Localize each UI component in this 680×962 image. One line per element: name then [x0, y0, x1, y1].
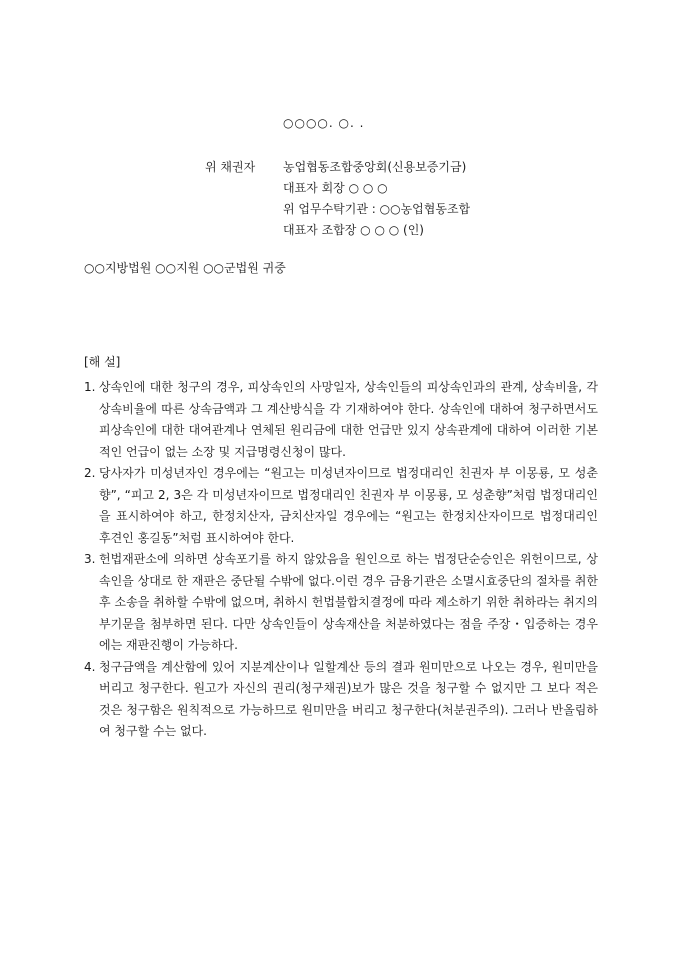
item-number: 4.	[84, 659, 96, 674]
item-number: 1.	[84, 380, 96, 394]
commentary-item	[84, 549, 598, 657]
creditor-label: 위 채권자	[205, 160, 256, 174]
court-addressee: ○○지방법원 ○○지원 ○○군법원 귀중	[84, 261, 286, 275]
item-text: 청구금액을 계산함에 있어 지분계산이나 일할계산 등의 결과 원미만으로 나오는 경우, 원미만을 버리고 청구한다. 원고가 자신의 권리(청구채권)보가 많은 것을 청구할 수 없지만 그 보다 적은 것은 청구함은 원칙적으로 가능하므로 원미만을 버리고 청구한다(처분권주의). 그러나 반올림하여 청구할 수는 없다.	[99, 659, 598, 738]
agent-representative-line: 대표자 조합장 ○ ○ ○ (인)	[283, 223, 424, 237]
item-text: 헌법재판소에 의하면 상속포기를 하지 않았음을 원인으로 하는 법정단순승인은 위헌이므로, 상속인을 상대로 한 재판은 중단될 수밖에 없다.이런 경우 금융기관은 소멸시효중단의 절차를 취한 후 소송을 취하할 수밖에 없으며, 취하시 헌법불합치결정에 따라 제소하기 위한 취하라는 취지의 부기문을 첨부하면 된다. 다만 상속인들이 상속재산을 처분하였다는 점을 주장・입증하는 경우에는 재판진행이 가능하다.	[99, 552, 598, 652]
creditor-name: 농업협동조합중앙회(신용보증기금)	[283, 160, 467, 174]
agent-line: 위 업무수탁기관 : ○○농업협동조합	[283, 202, 471, 216]
commentary-section	[84, 352, 598, 743]
item-text: 상속인에 대한 청구의 경우, 피상속인의 사망일자, 상속인들의 피상속인과의 관계, 상속비율, 각 상속비율에 따른 상속금액과 그 계산방식을 각 기재하여야 한다. 상속인에 대하여 청구하면서도 피상속인에 대한 대여관계나 연체된 원리금에 대한 언급만 있지 상속관계에 대하여 이러한 기본적인 언급이 없는 소장 및 지급명령신청이 많다.	[99, 380, 598, 459]
creditor-block	[205, 157, 470, 241]
item-text: 당사자가 미성년자인 경우에는 “원고는 미성년자이므로 법정대리인 친권자 부 이몽룡, 모 성춘향”, “피고 2, 3은 각 미성년자이므로 법정대리인 친권자 부 이몽룡, 모 성춘향”처럼 법정대리인을 표시하여야 하고, 한정치산자, 금치산자일 경우에는 “원고는 한정치산자이므로 법정대리인 후견인 홍길동”처럼 표시하여야 한다.	[99, 466, 598, 545]
date-line: ○○○○. ○. .	[283, 116, 365, 130]
representative-line: 대표자 회장 ○ ○ ○	[283, 181, 388, 195]
commentary-item	[84, 377, 598, 463]
item-number: 3.	[84, 552, 96, 566]
commentary-item	[84, 657, 598, 743]
commentary-heading: [해 설]	[84, 355, 121, 369]
item-number: 2.	[84, 466, 96, 480]
commentary-item	[84, 463, 598, 549]
